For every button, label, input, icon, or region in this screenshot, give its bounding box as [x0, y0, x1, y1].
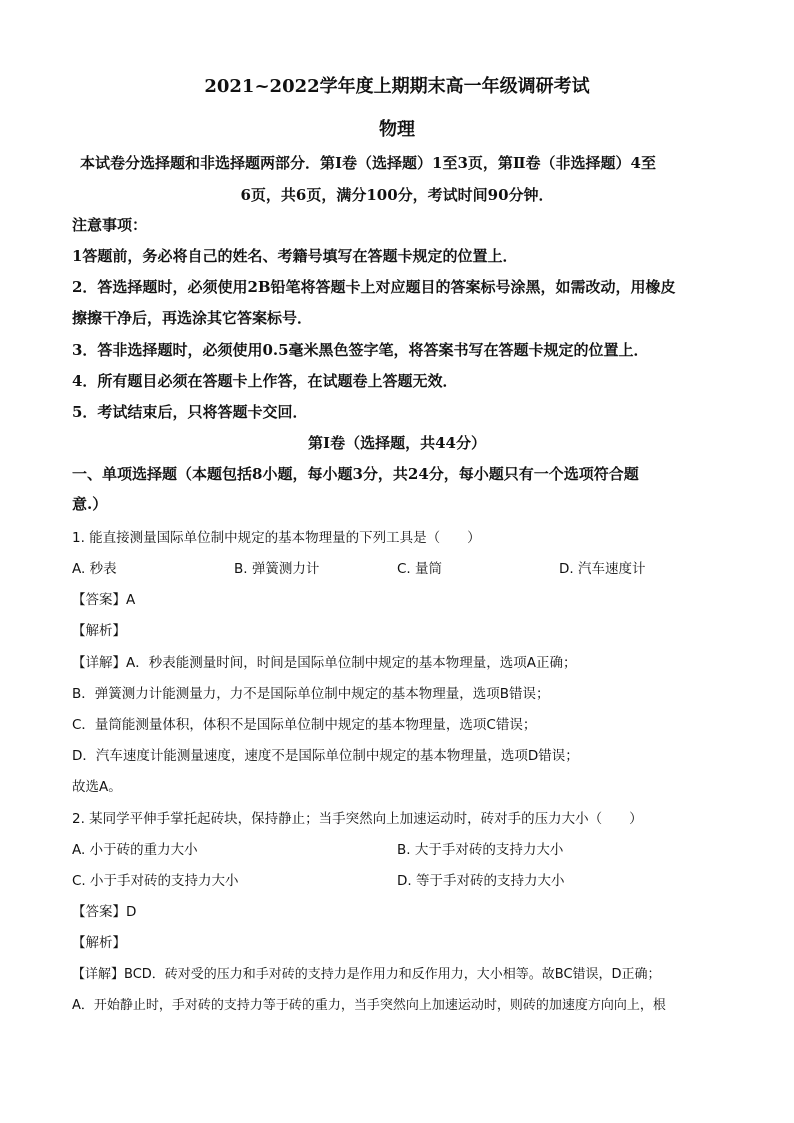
- question-2-option-b: B. 大于手对砖的支持力大小: [397, 842, 564, 858]
- question-2-analysis-label: 【解析】: [72, 935, 126, 951]
- section-heading-line-2: 意.）: [72, 495, 108, 513]
- question-2-detail-2: A．开始静止时，手对砖的支持力等于砖的重力，当手突然向上加速运动时，则砖的加速度方向向上，根: [72, 998, 666, 1013]
- notes-heading: 注意事项：: [72, 216, 148, 234]
- question-1-analysis-label: 【解析】: [72, 623, 126, 639]
- note-5: 5．考试结束后，只将答题卡交回．: [72, 403, 308, 421]
- note-4: 4．所有题目必须在答题卡上作答，在试题卷上答题无效．: [72, 372, 458, 390]
- question-1-detail-4: D．汽车速度计能测量速度，速度不是国际单位制中规定的基本物理量，选项D错误；: [72, 748, 579, 764]
- question-1-conclusion: 故选A。: [72, 779, 122, 795]
- intro-line-1: 本试卷分选择题和非选择题两部分．第Ⅰ卷（选择题）1至3页，第Ⅱ卷（非选择题）4至: [80, 154, 656, 172]
- question-2-detail-1: 【详解】BCD．砖对受的压力和手对砖的支持力是作用力和反作用力，大小相等。故BC错误，D正确；: [72, 967, 661, 982]
- exam-title: 2021~2022学年度上期期末高一年级调研考试: [204, 76, 590, 97]
- intro-line-2: 6页，共6页，满分100分，考试时间90分钟．: [240, 186, 554, 204]
- note-2-line-1: 2．答选择题时，必须使用2B铅笔将答题卡上对应题目的答案标号涂黑，如需改动，用橡皮: [72, 278, 676, 296]
- question-1-option-b: B. 弹簧测力计: [234, 561, 320, 577]
- subject-title: 物理: [379, 119, 415, 140]
- note-3: 3．答非选择题时，必须使用0.5毫米黑色签字笔，将答案书写在答题卡规定的位置上．: [72, 341, 649, 359]
- question-2-stem: 2. 某同学平伸手掌托起砖块，保持静止；当手突然向上加速运动时，砖对手的压力大小（ ）: [72, 811, 643, 827]
- question-1-answer: 【答案】A: [72, 592, 136, 608]
- question-1-option-c: C. 量筒: [397, 561, 443, 577]
- note-1: 1答题前，务必将自己的姓名、考籍号填写在答题卡规定的位置上．: [72, 247, 518, 265]
- question-2-answer: 【答案】D: [72, 904, 137, 920]
- question-2-option-a: A. 小于砖的重力大小: [72, 842, 198, 858]
- question-1-detail-1: 【详解】A．秒表能测量时间，时间是国际单位制中规定的基本物理量，选项A正确；: [72, 655, 577, 671]
- question-1-option-d: D. 汽车速度计: [559, 561, 646, 577]
- question-2-option-c: C. 小于手对砖的支持力大小: [72, 873, 239, 889]
- question-1-option-a: A. 秒表: [72, 561, 117, 577]
- question-1-stem: 1. 能直接测量国际单位制中规定的基本物理量的下列工具是（ ）: [72, 530, 481, 546]
- question-1-detail-3: C．量筒能测量体积，体积不是国际单位制中规定的基本物理量，选项C错误；: [72, 717, 537, 733]
- note-2-line-2: 擦擦干净后，再选涂其它答案标号．: [72, 309, 313, 327]
- part-1-heading: 第Ⅰ卷（选择题，共44分）: [308, 434, 486, 452]
- section-heading-line-1: 一、单项选择题（本题包括8小题，每小题3分，共24分，每小题只有一个选项符合题: [72, 465, 639, 483]
- question-2-option-d: D. 等于手对砖的支持力大小: [397, 873, 565, 889]
- question-1-detail-2: B．弹簧测力计能测量力，力不是国际单位制中规定的基本物理量，选项B错误；: [72, 686, 550, 702]
